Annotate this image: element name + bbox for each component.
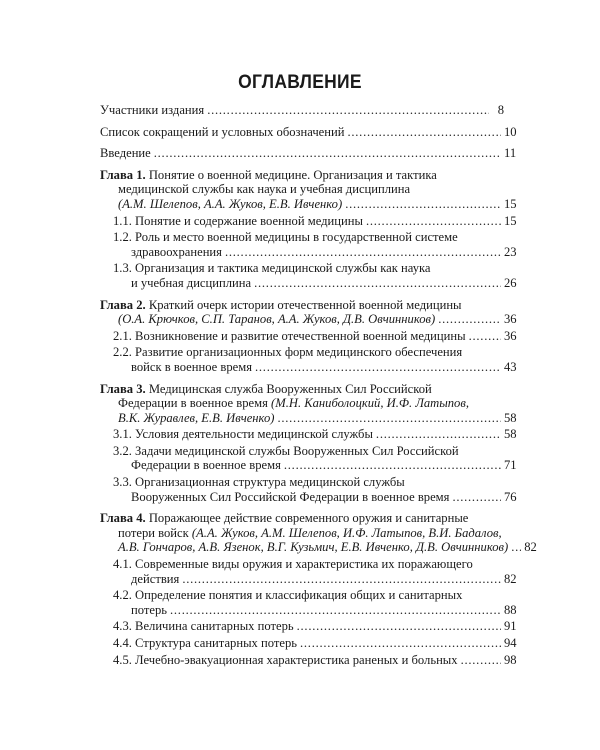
section-title-line-2: Вооруженных Сил Российской Федерации в военное время (131, 489, 450, 504)
chapter-title-line-2: Федерации в военное время (118, 396, 268, 411)
section-number: 1.1. (113, 213, 132, 228)
page-title: ОГЛАВЛЕНИЕ (238, 72, 362, 93)
section-number: 2.2. (113, 345, 132, 360)
toc-section-4-3[interactable] (113, 619, 600, 634)
toc-chapter-4[interactable] (100, 511, 600, 555)
page-number: 11 (504, 146, 517, 161)
page-number: 58 (504, 427, 517, 442)
page-number: 43 (504, 359, 517, 374)
section-title-line-1: Организационная структура медицинской службы (135, 475, 405, 490)
dot-leader (225, 245, 501, 260)
section-title-line-2: Федерации в военное время (131, 458, 281, 473)
chapter-title-line-2: потери войск (118, 525, 189, 540)
chapter-title-line-1: Поражающее действие современного оружия и санитарные (148, 511, 469, 526)
section-number: 2.1. (113, 328, 132, 343)
section-title: Структура санитарных потерь (135, 636, 297, 650)
section-number: 1.3. (113, 261, 132, 276)
section-title-line-1: Организация и тактика медицинской службы как наука (135, 261, 431, 276)
section-number: 3.2. (113, 443, 132, 458)
toc-chapter-3[interactable] (100, 382, 600, 426)
dot-leader (345, 197, 501, 212)
toc-entry-participants[interactable] (100, 103, 600, 118)
page-number: 91 (504, 619, 517, 634)
section-title-line-1: Роль и место военной медицины в государственной системе (135, 230, 458, 245)
chapter-label: Глава 2. (100, 297, 146, 312)
page-number: 8 (497, 103, 504, 117)
section-title: Условия деятельности медицинской службы (135, 427, 373, 442)
dot-leader (366, 214, 501, 229)
dot-leader (461, 653, 501, 668)
toc-entry-abbreviations[interactable] (100, 125, 600, 140)
chapter-authors: (О.А. Крючков, С.П. Таранов, А.А. Жуков, Д.В. Овчинников) (118, 312, 436, 327)
dot-leader (284, 458, 501, 473)
section-title-line-1: Современные виды оружия и характеристика их поражающего (135, 557, 473, 572)
toc-section-1-3[interactable] (113, 261, 600, 290)
section-title: Величина санитарных потерь (135, 619, 294, 634)
page-number: 15 (504, 196, 517, 211)
chapter-title-line-1: Краткий очерк истории отечественной военной медицины (148, 297, 462, 312)
chapter-label: Глава 1. (100, 167, 146, 182)
dot-leader (254, 276, 501, 291)
entry-title: Участники издания (100, 103, 205, 117)
section-number: 4.4. (113, 636, 132, 650)
section-number: 4.1. (113, 557, 132, 572)
dot-leader (452, 490, 501, 505)
chapter-authors-line-1: (М.Н. Каниболоцкий, И.Ф. Латыпов, (271, 396, 469, 411)
dot-leader (300, 636, 501, 651)
dot-leader (154, 146, 501, 161)
page-number: 36 (504, 312, 517, 327)
toc-section-4-4[interactable] (113, 636, 600, 651)
dot-leader (277, 411, 501, 426)
toc-section-1-2[interactable] (113, 230, 600, 259)
chapter-label: Глава 3. (100, 381, 146, 396)
section-number: 1.2. (113, 230, 132, 245)
section-number: 4.5. (113, 652, 132, 667)
dot-leader (207, 103, 489, 118)
section-title-line-2: потерь (131, 602, 168, 617)
chapter-title-line-1: Понятие о военной медицине. Организация и тактика (148, 167, 437, 182)
section-title-line-2: войск в военное время (131, 359, 253, 374)
toc-section-4-1[interactable] (113, 557, 600, 586)
page-number: 88 (504, 602, 517, 617)
chapter-authors: (А.М. Шелепов, А.А. Жуков, Е.В. Ивченко) (118, 196, 343, 211)
page-number: 10 (504, 124, 517, 139)
section-number: 3.3. (113, 475, 132, 490)
page-number: 76 (504, 489, 517, 504)
dot-leader (347, 125, 501, 140)
toc-section-1-1[interactable] (113, 214, 600, 229)
toc-section-3-1[interactable] (113, 427, 600, 442)
toc-section-2-1[interactable] (113, 329, 600, 344)
dot-leader (469, 329, 501, 344)
chapter-authors-line-2: В.К. Журавлев, Е.В. Ивченко) (118, 410, 275, 425)
chapter-label: Глава 4. (100, 511, 146, 526)
section-number: 4.3. (113, 619, 132, 634)
page-number: 26 (504, 275, 517, 290)
chapter-authors-line-1: (А.А. Жуков, А.М. Шелепов, И.Ф. Латыпов, В.И. Бадалов, (191, 525, 502, 540)
toc-section-2-2[interactable] (113, 345, 600, 374)
page-number: 15 (504, 213, 517, 228)
section-title: Возникновение и развитие отечественной военной медицины (135, 328, 466, 343)
toc-section-4-5[interactable] (113, 653, 600, 668)
dot-leader (170, 603, 501, 618)
section-number: 4.2. (113, 588, 132, 603)
page-number: 58 (504, 410, 517, 425)
section-title-line-2: и учебная дисциплина (131, 275, 252, 290)
dot-leader (376, 427, 501, 442)
toc-section-4-2[interactable] (113, 588, 600, 617)
section-title-line-1: Задачи медицинской службы Вооруженных Сил Российской (135, 443, 459, 458)
toc-chapter-1[interactable] (100, 168, 600, 212)
page-number: 94 (504, 636, 517, 650)
section-title-line-2: здравоохранения (131, 244, 222, 259)
page-number: 23 (504, 244, 517, 259)
chapter-title-line-1: Медицинская служба Вооруженных Сил Российской (148, 381, 432, 396)
page-number: 98 (504, 652, 517, 667)
section-title-line-1: Определение понятия и классификация общих и санитарных (135, 588, 463, 603)
section-title-line-1: Развитие организационных форм медицинского обеспечения (135, 345, 463, 360)
page-number: 82 (524, 540, 537, 555)
toc-section-3-3[interactable] (113, 475, 600, 504)
entry-title: Введение (100, 146, 151, 161)
dot-leader (511, 540, 521, 555)
page-number: 82 (504, 571, 517, 586)
dot-leader (438, 312, 501, 327)
entry-title: Список сокращений и условных обозначений (100, 124, 345, 139)
chapter-authors-line-2: А.В. Гончаров, А.В. Язенок, В.Г. Кузьмич, Е.В. Ивченко, Д.В. Овчинников) (118, 540, 509, 555)
toc-entry-introduction[interactable] (100, 146, 600, 161)
section-title: Понятие и содержание военной медицины (135, 213, 363, 228)
dot-leader (182, 572, 501, 587)
section-number: 3.1. (113, 427, 132, 442)
dot-leader (297, 619, 501, 634)
chapter-title-line-2: медицинской службы как наука и учебная дисциплина (118, 182, 411, 197)
table-of-contents (0, 103, 600, 667)
page-number: 71 (504, 458, 517, 473)
dot-leader (255, 360, 501, 375)
section-title: Лечебно-эвакуационная характеристика раненых и больных (135, 652, 458, 667)
page-number: 36 (504, 328, 517, 343)
toc-chapter-2[interactable] (100, 298, 600, 327)
toc-section-3-2[interactable] (113, 444, 600, 473)
section-title-line-2: действия (131, 571, 180, 586)
